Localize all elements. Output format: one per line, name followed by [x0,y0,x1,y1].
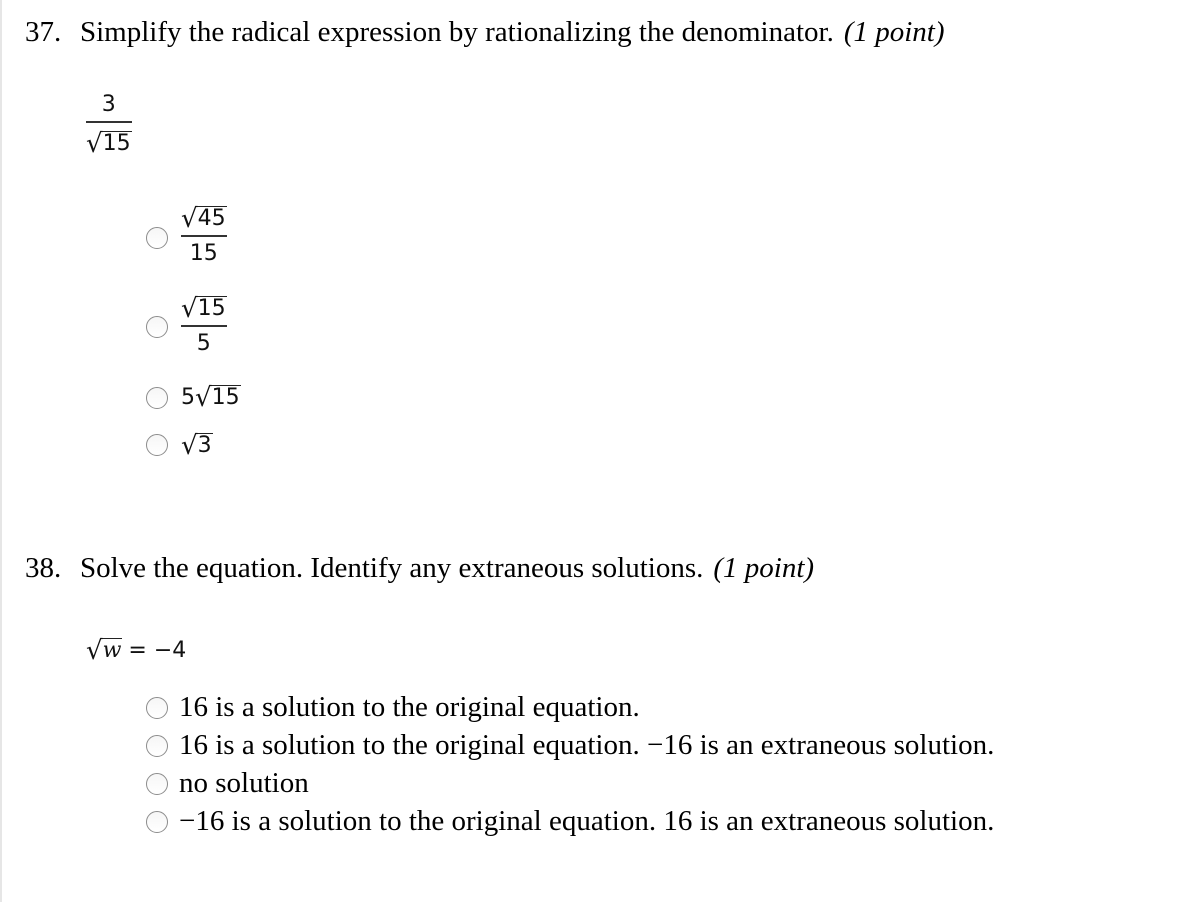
q38-option-2-label: 16 is a solution to the original equation. −16 is an extraneous solution. [179,729,995,761]
option-denominator: 15 [189,241,218,266]
question-points: (1 point) [713,552,815,584]
q38-option-1-radio[interactable] [146,697,168,719]
q37-option-2 [181,294,227,355]
q37-option-3 [181,383,241,413]
q37-option-3-radio[interactable] [146,387,168,409]
q38-option-3-label: no solution [179,767,309,799]
question-37-title [25,18,945,47]
q38-option-1-label: 16 is a solution to the original equation. [179,691,640,723]
radical-icon: √ [195,383,212,413]
expression-denominator: √ 15 [86,129,131,159]
q37-option-1 [181,204,227,265]
fraction-bar [86,121,132,123]
q38-option-4-label: −16 is a solution to the original equation. 16 is an extraneous solution. [179,805,995,837]
question-prompt: Simplify the radical expression by rationalizing the denominator. [80,16,834,48]
q37-expression [86,92,132,159]
q37-option-4 [181,431,213,461]
q37-option-4-radio[interactable] [146,434,168,456]
q37-option-2-radio[interactable] [146,316,168,338]
radical-icon: √ [181,204,198,234]
option-coefficient: 5 [181,385,195,410]
radical-icon: √ [86,636,103,666]
expression-numerator: 3 [101,92,116,117]
fraction-bar [181,235,227,237]
option-denominator: 5 [196,331,211,356]
radical-icon: √ [86,129,103,159]
question-prompt: Solve the equation. Identify any extraneous solutions. [80,552,704,584]
equation-rhs: = −4 [128,638,187,663]
option-radical: √ 3 [181,431,212,461]
q38-option-2-radio[interactable] [146,735,168,757]
q38-option-4-radio[interactable] [146,811,168,833]
question-number: 38. [25,552,62,584]
option-numerator: √ 45 [181,204,226,234]
fraction-bar [181,325,227,327]
option-radical: √ 15 [195,383,240,413]
question-number: 37. [25,16,62,48]
equation-radical: √ w [86,636,122,666]
question-points: (1 point) [843,16,945,48]
radical-icon: √ [181,294,198,324]
page-left-border [0,0,2,902]
q38-equation [86,636,187,666]
option-numerator: √ 15 [181,294,226,324]
q38-option-3-radio[interactable] [146,773,168,795]
radical-icon: √ [181,431,198,461]
question-38-title [25,554,814,583]
q37-option-1-radio[interactable] [146,227,168,249]
